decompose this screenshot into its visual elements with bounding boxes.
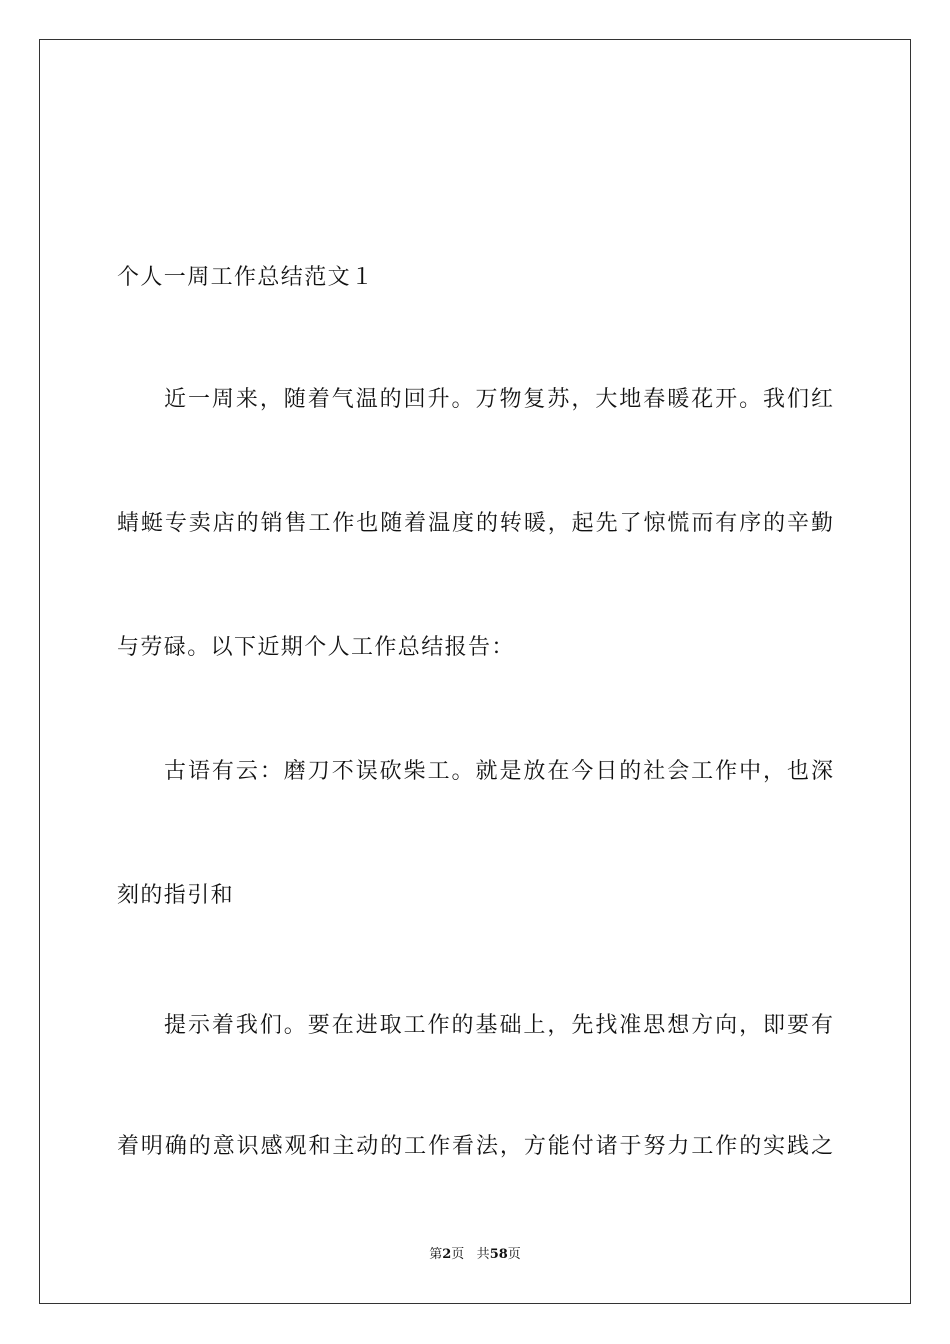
paragraph-line: 近一周来，随着气温的回升。万物复苏，大地春暖花开。我们红 bbox=[164, 387, 833, 412]
footer-total-prefix: 共 bbox=[476, 1247, 490, 1262]
paragraph-line: 着明确的意识感观和主动的工作看法，方能付诸于努力工作的实践之 bbox=[117, 1134, 833, 1159]
total-pages-number: 58 bbox=[489, 1247, 508, 1262]
paragraph-line: 刻的指引和 bbox=[117, 883, 235, 908]
page-footer bbox=[0, 1246, 950, 1264]
paragraph-line: 提示着我们。要在进取工作的基础上，先找准思想方向，即要有 bbox=[164, 1013, 833, 1038]
footer-total-unit: 页 bbox=[507, 1247, 521, 1262]
paragraph-line: 蜻蜓专卖店的销售工作也随着温度的转暖，起先了惊慌而有序的辛勤 bbox=[117, 511, 833, 536]
paragraph-line: 古语有云：磨刀不误砍柴工。就是放在今日的社会工作中，也深 bbox=[164, 759, 833, 784]
document-title: 个人一周工作总结范文１ bbox=[117, 265, 375, 290]
paragraph-line: 与劳碌。以下近期个人工作总结报告： bbox=[117, 635, 515, 660]
footer-prefix: 第 bbox=[429, 1247, 443, 1262]
page-frame bbox=[39, 39, 911, 1304]
footer-page-unit: 页 bbox=[451, 1247, 465, 1262]
current-page-number: 2 bbox=[442, 1247, 452, 1262]
